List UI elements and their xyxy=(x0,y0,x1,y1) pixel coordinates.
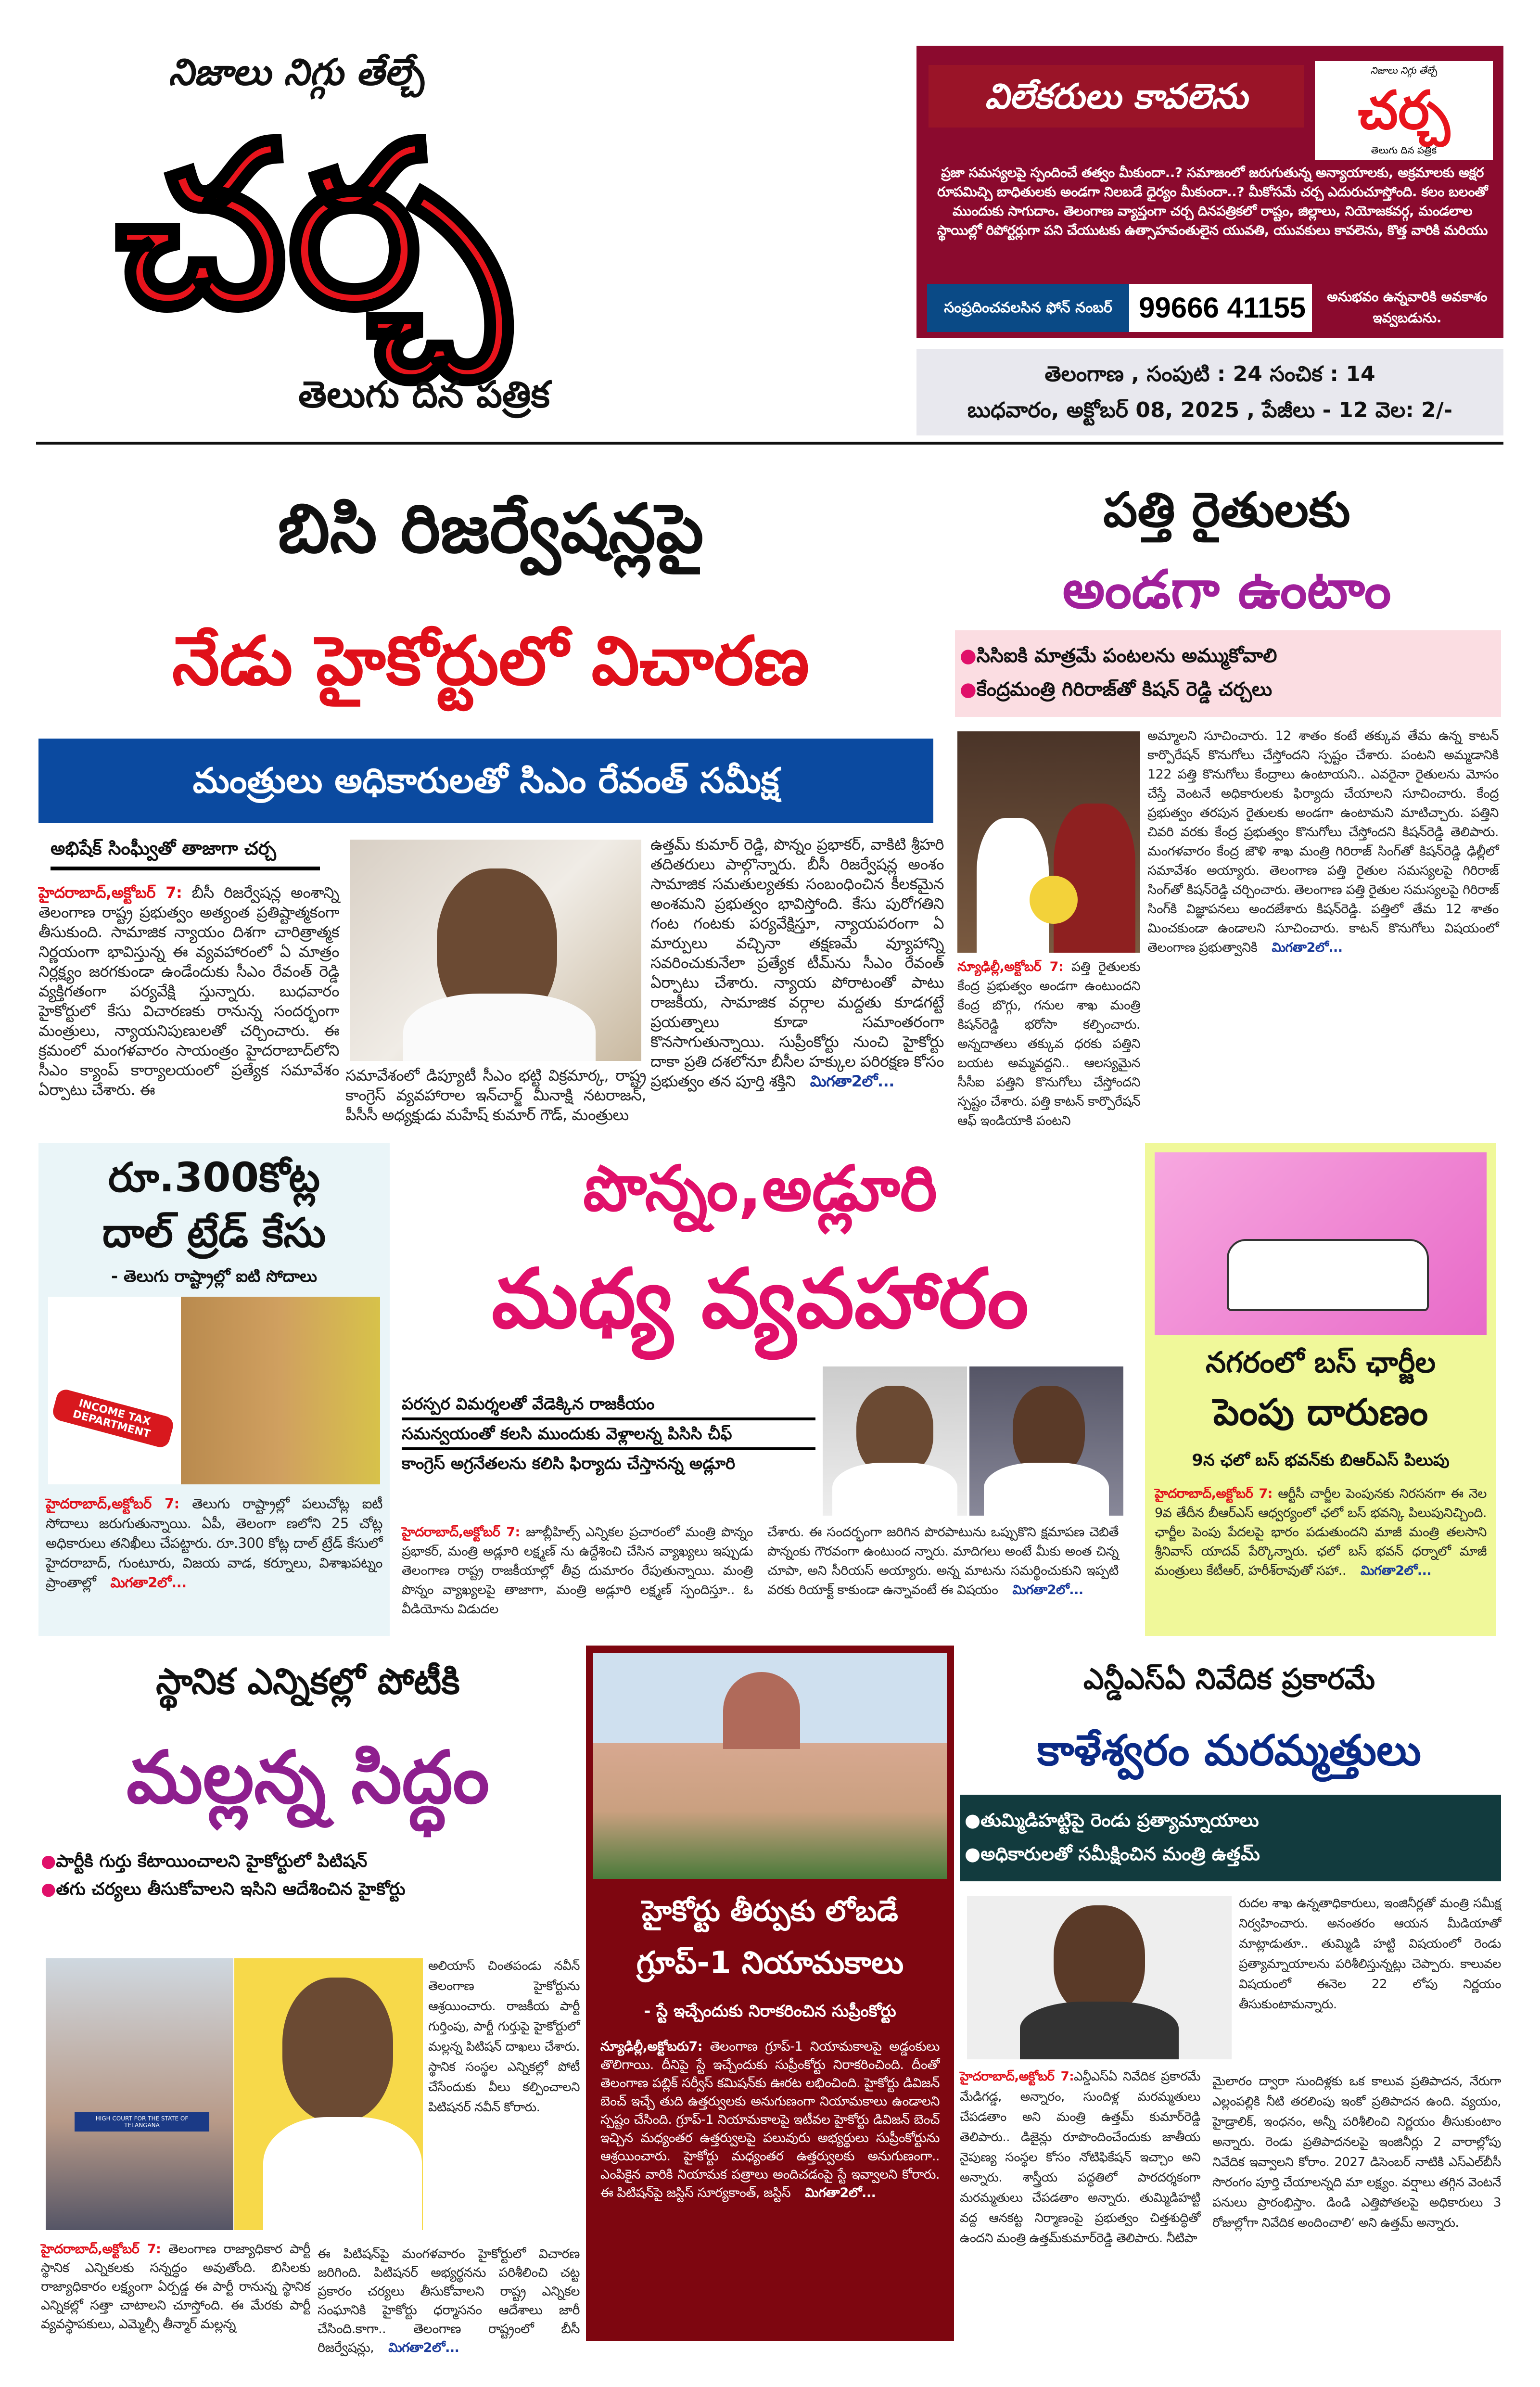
a8-col1 xyxy=(960,2067,1200,2248)
article-text: ఈ పిటిషన్‌పై మంగళవారం హైకోర్టులో విచారణ జరిగింది. పిటిషనర్ అభ్యర్థనను పరిశీలించి చట్ట ప్రకారం చర్యలు తీసుకోవాలని రాష్ట్ర ఎన్నికల సంఘానికి హైకోర్టు ధర్మాసనం ఆదేశాలు జారీ చేసింది.కాగా.. తెలంగాణ రాష్ట్రంలో బీసీ రిజర్వేషన్లు, xyxy=(318,2247,580,2355)
a1-kicker: అభిషేక్ సింఘ్వీతో తాజాగా చర్చ xyxy=(51,835,320,870)
a3-body xyxy=(46,1494,382,1593)
continued-link[interactable]: మిగతా2లో... xyxy=(1012,1583,1083,1597)
continued-link[interactable]: మిగతా2లో... xyxy=(1272,940,1343,955)
edition-info xyxy=(916,349,1503,435)
continued-link[interactable]: మిగతా2లో... xyxy=(805,2185,876,2200)
a2-col2 xyxy=(1147,727,1499,957)
ad-logo-box xyxy=(1315,61,1493,160)
masthead-tagline: నిజాలు నిగ్గు తేల్చే xyxy=(168,51,425,93)
ad-body-end: అనుభవం ఉన్నవారికి అవకాశం ఇవ్వబడును. xyxy=(1327,289,1488,326)
dateline: హైదరాబాద్,అక్టోబర్ 7: xyxy=(38,883,182,902)
dateline: హైదరాబాద్,అక్టోబర్ 7: xyxy=(41,2242,161,2257)
a8-headline-1: ఎన్డీఎస్ఏ నివేదిక ప్రకారమే xyxy=(1083,1662,1375,1696)
a8-headline-2: కాళేశ్వరం మరమ్మత్తులు xyxy=(1037,1725,1421,1775)
a6-col1 xyxy=(41,2240,310,2334)
article-text: పత్తి రైతులకు కేంద్ర ప్రభుత్వం అండగా ఉంటుందని కేంద్ర బొగ్గు, గనుల శాఖ మంత్రి కిషన్‌రెడ్డి భరోసా కల్పించారు. అన్నదాతలు తక్కువ ధరకు పత్తిని బయట అమ్మవద్దని.. ఆలస్యమైన సీసీఐ పత్తిని కొనుగోలు చేస్తోందని స్పష్టం చేశారు. పత్తి కాటన్ కార్పొరేషన్ ఆఫ్ ఇండియాకి పంటని xyxy=(957,959,1140,1128)
continued-link[interactable]: మిగతా2లో... xyxy=(388,2340,459,2355)
a4-photo-ponnam xyxy=(823,1366,967,1516)
continued-link[interactable]: మిగతా2లో... xyxy=(1360,1563,1432,1578)
ad-title: విలేకరులు కావలెను xyxy=(929,65,1304,128)
a6-photo-mallanna xyxy=(234,1958,423,2230)
masthead-logo: చర్చ xyxy=(115,94,509,357)
article-text: బీసీ రిజర్వేషన్ల అంశాన్ని తెలంగాణ రాష్ట్ర ప్రభుత్వం అత్యంత ప్రతిష్టాత్మకంగా తీసుకుంది. సామాజిక న్యాయం దిశగా చారిత్రాత్మక నిర్ణయంగా భావిస్తున్న ఈ వ్యవహారంలో ఏ మాత్రం నిర్లక్ష్యం జరగకుండా ఉండేందుకు సీఎం రేవంత్ రెడ్డి వ్యక్తిగతంగా పర్యవేక్షి స్తున్నారు. బుధవారం హైకోర్టులో కేసు విచారణకు రానున్న సందర్భంగా మంత్రులు, న్యాయనిపుణులతో చర్చించారు. ఈ క్రమంలో మంగళవారం సాయంత్రం హైదరాబాద్‌లోని సీఎం క్యాంప్ కార్యాలయంలో ప్రత్యేక సమావేశం ఏర్పాటు చేశారు. ఈ xyxy=(38,883,339,1099)
a4-col2 xyxy=(767,1523,1119,1600)
a6-photo-high-court xyxy=(46,1958,233,2230)
a5-box xyxy=(1145,1143,1496,1636)
a2-bullets xyxy=(955,630,1501,717)
continued-link[interactable]: మిగతా2లో... xyxy=(810,1072,894,1090)
article-text: ఆర్టీసీ చార్జీల పెంపునకు నిరసనగా ఈ నెల 9వ తేదీన బీఆర్ఎస్ ఆధ్వర్యంలో ఛలో బస్ భవన్కి పిలుపునిచ్చింది. ఛార్జీల పెంపు పేదలపై భారం పడుతుందని మాజీ మంత్రి తలసాని శ్రీనివాస్ యాదవ్ పేర్కొన్నారు. ఛలో బస్ భవన్ ధర్నాలో మాజీ మంత్రులు కేటీఆర్, హరీశ్‌రావుతో సహా.. xyxy=(1155,1486,1487,1578)
masthead-subtitle: తెలుగు దిన పత్రిక xyxy=(298,373,550,416)
a6-headline-1: స్థానిక ఎన్నికల్లో పోటీకి xyxy=(156,1661,460,1702)
a2-col1 xyxy=(957,957,1140,1131)
a4-photo-adluri xyxy=(969,1366,1123,1516)
ad-logo: చర్చ xyxy=(1358,79,1450,141)
a2-photo-ministers xyxy=(957,731,1140,953)
a3-subheadline: - తెలుగు రాష్ట్రాల్లో ఐటి సోదాలు xyxy=(111,1267,317,1286)
a3-box xyxy=(38,1143,390,1636)
bullet-item: ●తుమ్మిడిహట్టిపై రెండు ప్రత్యామ్నాయాలు xyxy=(965,1810,1259,1831)
article-text: ఉత్తమ్ కుమార్ రెడ్డి, పొన్నం ప్రభాకర్, వాకిటి శ్రీహరి తదితరులు పాల్గొన్నారు. బీసీ రిజర్వేషన్ల అంశం సామాజిక సమతుల్యతకు సంబంధించిన కీలకమైన అంశమని ప్రభుత్వం భావిస్తోంది. కేసు పురోగతిని గంట గంటకు పర్యవేక్షిస్తూ, న్యాయపరంగా ఏ మార్పులు వచ్చినా తక్షణమే వ్యూహాన్ని సవరించుకునేలా ప్రత్యేక టీమ్‌ను సీఎం రేవంత్ ఏర్పాటు చేశారు. న్యాయ పోరాటంతో పాటు రాజకీయ, సామాజిక వర్గాల మద్దతు కూడగట్టే ప్రయత్నాలు కూడా సమాంతరంగా కొనసాగుతున్నాయి. సుప్రీంకోర్టు నుంచి హైకోర్టు దాకా ప్రతి దశలోనూ బీసీల హక్కుల పరిరక్షణ కోసం ప్రభుత్వం తన పూర్తి శక్తిని xyxy=(650,835,944,1090)
a8-side: రుదల శాఖ ఉన్నతాధికారులు, ఇంజినీర్లతో మంత్రి సమీక్ష నిర్వహించారు. అనంతరం ఆయన మీడియాతో మాట్లాడుతూ.. తుమ్మిడి హట్టి విషయంలో రెండు ప్రత్యామ్నాయాలను పరిశీలిస్తున్నట్లు చెప్పారు. కాలువల విషయంలో ఈనెల 22 లోపు నిర్ణయం తీసుకుంటామన్నారు. xyxy=(1239,1896,1501,2012)
a7-photo-supreme-court xyxy=(593,1653,947,1879)
ad-contact-label: సంప్రదించవలసిన ఫోన్ నంబర్ xyxy=(927,284,1129,332)
edition-date: బుధవారం, అక్టోబర్ 08, 2025 , పేజీలు - 12 వెల: 2/- xyxy=(967,398,1453,422)
dateline: హైదరాబాద్,అక్టోబర్ 7: xyxy=(402,1525,520,1540)
article-text: అమ్మాలని సూచించారు. 12 శాతం కంటే తక్కువ తేమ ఉన్న కాటన్ కార్పొరేషన్ కొనుగోలు చేస్తోందని స్పష్టం చేశారు. పంటని అమ్మడానికి 122 పత్తి కొనుగోలు కేంద్రాలు ఉంటాయని.. ఎవరైనా రైతులను మోసం చేస్తే వెంటనే అధికారులకు ఫిర్యాదు చేయాలని సూచించారు. కేంద్ర ప్రభుత్వం తరపున రైతులకు అండగా ఉంటామని మాటిచ్చారు. పత్తిని చివరి వరకు కేంద్ర ప్రభుత్వం కొనుగోలు చేస్తోందని కిషన్‌రెడ్డి తెలిపారు. మంగళవారం కేంద్ర జౌళి శాఖ మంత్రి గిరిరాజ్ సింగ్‌తో కిషన్‌రెడ్డి ఢిల్లీలో సమావేశం అయ్యారు. తెలంగాణ పత్తి రైతుల సమస్యలపై గిరిరాజ్ సింగ్‌తో కిషన్‌రెడ్డి చర్చించారు. తెలంగాణ పత్తి రైతుల సమస్యలపై గిరిరాజ్ సింగ్‌కి విజ్ఞాపనలు అందజేశారు కిషన్‌రెడ్డి. పత్తిలో తేమ 12 శాతం మించకుండా ఉండాలని సూచించారు. కాటన్ కొనుగోలు విషయంలో తెలంగాణ ప్రభుత్వానికి xyxy=(1147,728,1499,955)
ad-logo-subtitle: తెలుగు దిన పత్రిక xyxy=(1371,144,1437,156)
a4-col1 xyxy=(402,1523,753,1619)
a3-headline-1: రూ.300కోట్ల xyxy=(108,1154,320,1201)
masthead-rule xyxy=(36,442,1503,445)
a7-body xyxy=(600,2038,940,2202)
dateline: హైదరాబాద్,అక్టోబర్ 7: xyxy=(960,2069,1074,2084)
a6-headline-2: మల్లన్న సిద్ధం xyxy=(126,1736,490,1820)
ad-logo-tagline: నిజాలు నిగ్గు తేల్చే xyxy=(1370,64,1438,76)
a1-col3 xyxy=(650,835,944,1091)
ad-body xyxy=(931,163,1494,240)
a7-headline-1: హైకోర్టు తీర్పుకు లోబడే xyxy=(642,1894,898,1928)
ad-contact xyxy=(927,284,1312,332)
a6-bullets xyxy=(41,1848,580,1903)
article-text: చేశారు. ఈ సందర్భంగా జరిగిన పొరపాటును ఒప్పుకొని క్షమాపణ చెబితే పొన్నంకు గౌరవంగా ఉంటుంద న్నారు. మాదిగలు అంటే మీకు అంత చిన్న చూపా, అని సీరియస్ అయ్యారు. అన్న మాటను సమర్థించుకుని ఇప్పటి వరకు రియాక్ట్ కాకుండా ఉన్నావంటే ఈ విషయం xyxy=(767,1525,1119,1597)
article-text: ఎన్డీఎస్ఏ నివేదిక ప్రకారమే మేడిగడ్డ, అన్నారం, సుందిళ్ల మరమ్మతులు చేపడతాం అని మంత్రి ఉత్తమ్ కుమార్‌రెడ్డి తెలిపారు.. డిజైన్లు రూపొందించేందుకు జాతీయ నైపుణ్య సంస్థల కోసం నోటిఫికేషన్ ఇచ్చాం అని అన్నారు. శాస్త్రీయ పద్ధతిలో పారదర్శకంగా మరమ్మతులు చేపడతాం అన్నారు. తుమ్మిడిహట్టి వద్ద ఆనకట్ట నిర్మాణంపై ప్రభుత్వం చిత్తశుద్ధితో ఉందని మంత్రి ఉత్తమ్‌కుమార్‌రెడ్డి తెలిపారు. నీటిపా xyxy=(960,2069,1200,2246)
recruitment-ad xyxy=(916,46,1503,338)
edition-volume: తెలంగాణ , సంపుటి : 24 సంచిక : 14 xyxy=(1044,362,1375,386)
bullet-item: ●అధికారులతో సమీక్షించిన మంత్రి ఉత్తమ్ xyxy=(965,1843,1260,1864)
article-text: తెలంగాణ రాజ్యాధికార పార్టీ స్థానిక ఎన్నికలకు సన్నద్ధం అవుతోంది. బిసిలకు రాజ్యాధికారం లక్ష్యంగా ఏర్పడ్డ ఈ పార్టీ రానున్న స్థానిక ఎన్నికల్లో సత్తా చాటాలని చూస్తోంది. ఈ మేరకు పార్టీ వ్యవస్థాపకులు, ఎమ్మెల్సీ తీన్మార్ మల్లన్న xyxy=(41,2242,310,2332)
a4-subhead: సమన్వయంతో కలసి ముందుకు వెళ్లాలన్న పిసిసి చీఫ్ xyxy=(402,1420,815,1450)
dateline: న్యూఢిల్లీ,అక్టోబర్ 7: xyxy=(957,959,1064,974)
bullet-item: ●తగు చర్యలు తీసుకోవాలని ఇసిని ఆదేశించిన హైకోర్టు xyxy=(41,1879,406,1899)
article-text: తెలంగాణ గ్రూప్-1 నియామకాలపై అడ్డంకులు తొలిగాయి. దీనిపై స్టే ఇచ్చేందుకు సుప్రీంకోర్టు నిరాకరించింది. దీంతో తెలంగాణ పబ్లిక్ సర్వీస్ కమిషన్‌కు ఊరట లభించింది. హైకోర్టు డివిజన్ బెంచ్ ఇచ్చే తుది ఉత్తర్వులకు అనుగుణంగా నియామకాలు ఉండాలని స్పష్టం చేసింది. గ్రూప్-1 నియామకాలపై ఇటీవల హైకోర్టు డివిజన్ బెంచ్ ఇచ్చిన మధ్యంతర ఉత్తర్వులపై పలువురు అభ్యర్థులు సుప్రీంకోర్టును ఆశ్రయించారు. హైకోర్టు మధ్యంతర ఉత్తర్వులకు అనుగుణంగా.. ఎంపికైన వారికి నియామక పత్రాలు అందిచడంపై స్టే ఇవ్వాలని కోరారు. ఈ పిటిషన్‌పై జస్టిస్ సూర్యకాంత్, జస్టిస్ xyxy=(600,2039,940,2200)
a2-headline-1: పత్తి రైతులకు xyxy=(1103,482,1350,538)
ad-phone: 99666 41155 xyxy=(1139,292,1306,324)
court-sign-text: HIGH COURT FOR THE STATE OF TELANGANA xyxy=(75,2112,209,2132)
a1-headline-1: బిసి రిజర్వేషన్లపై xyxy=(278,490,704,568)
continued-link[interactable]: మిగతా2లో... xyxy=(110,1574,187,1591)
a4-subhead: పరస్పర విమర్శలతో వేడెక్కిన రాజకీయం xyxy=(402,1391,815,1420)
article-text: జూబ్లీహిల్స్ ఎన్నికల ప్రచారంలో మంత్రి పొన్నం ప్రభాకర్, మంత్రి అడ్లూరి లక్ష్మణ్ ను ఉద్దేశించి చేసిన వ్యాఖ్యలు ఇప్పుడు తెలంగాణ రాష్ట్ర రాజకీయాల్లో తీవ్ర దుమారం రేపుతున్నాయి. మంత్రి పొన్నం వ్యాఖ్యలపై తాజాగా, మంత్రి అడ్లూరి లక్ష్మణ్ స్పందిస్తూ.. ఓ వీడియోను విడుదల xyxy=(402,1525,753,1617)
masthead xyxy=(29,43,914,428)
bullet-item: ●సిసిఐకి మాత్రమే పంటలను అమ్ముకోవాలి xyxy=(960,645,1277,667)
a7-subheadline: - స్టే ఇచ్చేందుకు నిరాకరించిన సుప్రీంకోర్టు xyxy=(644,2002,896,2021)
dateline: న్యూఢిల్లీ,అక్టోబరు7: xyxy=(600,2039,703,2054)
a5-headline-1: నగరంలో బస్ ఛార్జీల xyxy=(1205,1346,1436,1379)
ad-body-text: ప్రజా సమస్యలపై స్పందించే తత్వం మీకుందా..? సమాజంలో జరుగుతున్న అన్యాయాలకు, అక్రమాలకు అక్షర రూపమిచ్చి బాధితులకు అండగా నిలబడే ధైర్యం మీకుందా..? మీకోసమే చర్చ ఎదురుచూస్తోంది. కలం బలంతో ముందుకు సాగుదాం. తెలంగాణ వ్యాప్తంగా చర్చ దినపత్రికలో రాష్టం, జిల్లాలు, నియోజకవర్గ, మండలాల స్థాయిల్లో రిపోర్టర్లుగా పని చేయుటకు ఉత్సాహవంతులైన యువతి, యువకులు కావలెను, కొత్త వారికి మరియు xyxy=(937,165,1488,238)
article-text: తెలుగు రాష్ట్రాల్లో పలుచోట్ల ఐటీ సోదాలు జరుగుతున్నాయి. ఏపీ, తెలంగా ణలోని 25 చోట్ల అధికారులు తనిఖీలు చేపట్టారు. రూ.300 కోట్ల దాల్ ట్రేడ్ కేసులో హైదరాబాద్, గుంటూరు, విజయ వాడ, కర్నూలు, విశాఖపట్నం ప్రాంతాల్లో xyxy=(46,1495,382,1591)
a5-subheadline: 9న ఛలో బస్ భవన్‌కు బిఆర్ఎస్ పిలుపు xyxy=(1192,1451,1450,1470)
bullet-item: ●పార్టీకి గుర్తు కేటాయించాలని హైకోర్టులో పిటిషన్ xyxy=(41,1851,368,1871)
a1-photo-cm xyxy=(350,840,641,1061)
a1-col1 xyxy=(38,883,339,1100)
a6-col2 xyxy=(318,2245,580,2357)
dateline: హైదరాబాద్,అక్టోబర్ 7: xyxy=(46,1495,179,1512)
a4-subheads xyxy=(402,1391,815,1477)
a4-headline-2: మధ్య వ్యవహారం xyxy=(491,1251,1029,1347)
a6-side: అలియాస్ చింతపండు నవీన్ తెలంగాణ హైకోర్టును ఆశ్రయించారు. రాజకీయ పార్టీ గుర్తింపు, పార్టీ గుర్తుపై హైకోర్టులో మల్లన్న పిటిషన్ దాఖలు చేశారు. స్థానిక సంస్థల ఎన్నికల్లో పోటీ చేసేందుకు వీలు కల్పించాలని పిటిషనర్ నవీన్ కోరారు. xyxy=(428,1959,580,2115)
a1-headline-2: నేడు హైకోర్టులో విచారణ xyxy=(172,622,810,701)
a8-bullets xyxy=(960,1795,1501,1881)
a5-headline-2: పెంపు దారుణం xyxy=(1213,1391,1428,1433)
a7-box xyxy=(586,1646,954,2341)
a5-photo-bus xyxy=(1155,1152,1487,1335)
a2-headline-2: అండగా ఉంటాం xyxy=(1062,559,1391,620)
a1-banner: మంత్రులు అధికారులతో సిఎం రేవంత్ సమీక్ష xyxy=(38,739,933,823)
a8-col2: మైలారం ద్వారా సుందిళ్లకు ఒక కాలువ ప్రతిపాదన, నేరుగా ఎల్లంపల్లికి నీటి తరలింపు ఇంకో ప్రతిపాదన ఉంది. వ్యయం, హైడ్రాలిక్, ఇంధనం, అన్నీ పరిశీలించి నిర్ణయం తీసుకుంటాం అన్నారు. రెండు ప్రతిపాదనలపై ఇంజినీర్లు 2 వారాల్లోపు నివేదిక ఇవ్వాలని కోరాం. 2027 డిసెంబర్ నాటికి ఎస్ఎల్‌బీసీ సొరంగం పూర్తి చేయాలన్నది మా లక్ష్యం. వర్షాలు తగ్గిన వెంటనే పనులు ప్రారంభిస్తాం. డిండి ఎత్తిపోతలపై అధికారులు 3 రోజుల్లోగా నివేదిక అందించాలి‘ అని ఉత్తమ్ అన్నారు. xyxy=(1212,2074,1501,2230)
a8-photo-uttam xyxy=(967,1896,1232,2059)
bullet-item: ●కేంద్రమంత్రి గిరిరాజ్‌తో కిషన్ రెడ్డి చర్చలు xyxy=(960,678,1273,701)
a3-photo-it-dept xyxy=(48,1297,380,1484)
a7-headline-2: గ్రూప్-1 నియామకాలు xyxy=(636,1945,904,1981)
a4-subhead: కాంగ్రెస్ అగ్రనేతలను కలిసి ఫిర్యాదు చేస్తానన్న అడ్లూరి xyxy=(402,1454,736,1473)
a3-headline-2: దాల్ ట్రేడ్ కేసు xyxy=(102,1209,326,1256)
dateline: హైదరాబాద్,అక్టోబర్ 7: xyxy=(1155,1486,1273,1501)
income-tax-logo-text: INCOME TAX DEPARTMENT xyxy=(51,1388,176,1449)
a5-body xyxy=(1155,1484,1487,1581)
a4-headline-1: పొన్నం,అడ్లూరి xyxy=(583,1152,937,1225)
a1-col2: సమావేశంలో డిప్యూటీ సీఎం భట్టి విక్రమార్క, రాష్ట్ర కాంగ్రెస్ వ్యవహారాల ఇన్‌చార్జ్ మీనాక్షి నటరాజన్, పీసీసీ అధ్యక్షుడు మహేష్ కుమార్ గౌడ్, మంత్రులు xyxy=(345,1066,646,1124)
